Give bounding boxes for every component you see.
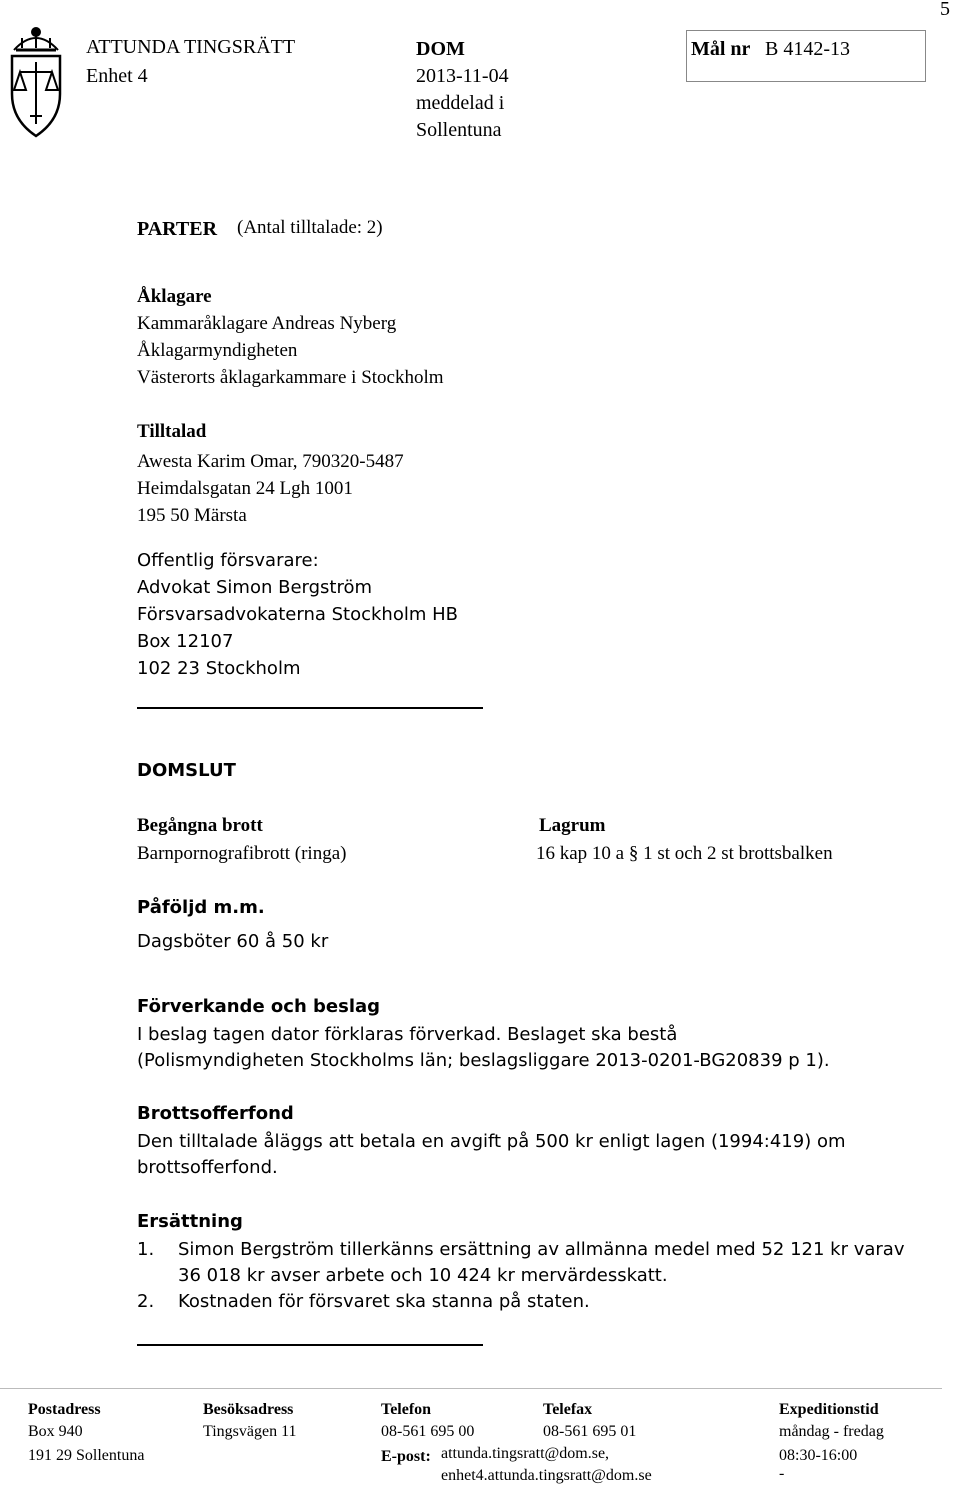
compensation-item-line: 36 018 kr avser arbete och 10 424 kr mervärdesskatt.	[178, 1265, 668, 1286]
law-reference	[536, 840, 833, 867]
defender-line: Box 12107	[137, 631, 234, 652]
defendant-heading: Tilltalad	[137, 421, 207, 442]
coat-of-arms-icon	[0, 20, 72, 150]
defendant-line: Heimdalsgatan 24 Lgh 1001	[137, 478, 353, 499]
email-line[interactable]: enhet4.attunda.tingsratt@dom.se	[441, 1467, 652, 1484]
crime-name: Barnpornografibrott (ringa)	[137, 843, 347, 864]
sanction-text: Dagsböter 60 å 50 kr	[137, 931, 329, 952]
compensation-item-line: Simon Bergström tillerkänns ersättning av allmänna medel med 52 121 kr varav	[178, 1239, 905, 1260]
visit-line: Tingsvägen 11	[203, 1423, 297, 1440]
visit-label: Besöksadress	[203, 1401, 294, 1418]
email-line[interactable]: attunda.tingsratt@dom.se,	[441, 1445, 610, 1462]
parties-heading: PARTER	[137, 218, 218, 240]
defendant-count: (Antal tilltalade: 2)	[237, 217, 383, 238]
verdict-heading: DOMSLUT	[137, 760, 236, 781]
hours-time: 08:30-16:00	[779, 1447, 858, 1464]
forfeit-line: I beslag tagen dator förklaras förverkad. Beslaget ska bestå	[137, 1024, 678, 1045]
fax-value: 08-561 695 01	[543, 1423, 637, 1440]
case-label: Mål nr	[691, 38, 751, 60]
section-divider	[137, 1344, 483, 1346]
fund-line: brottsofferfond.	[137, 1157, 278, 1178]
forfeit-line: (Polismyndigheten Stockholms län; beslagsliggare 2013-0201-BG20839 p 1).	[137, 1050, 830, 1071]
page-number: 5	[940, 0, 950, 20]
compensation-item-number: 1.	[137, 1239, 155, 1260]
fund-heading: Brottsofferfond	[137, 1103, 294, 1124]
fax-label: Telefax	[543, 1401, 593, 1418]
compensation-item-line: Kostnaden för försvaret ska stanna på staten.	[178, 1291, 590, 1312]
defender-line: Advokat Simon Bergström	[137, 577, 373, 598]
law-section-sign: §	[628, 843, 639, 864]
phone-value: 08-561 695 00	[381, 1423, 475, 1440]
defendant-line: Awesta Karim Omar, 790320-5487	[137, 451, 404, 472]
postal-line: Box 940	[28, 1423, 83, 1440]
hours-dash: -	[779, 1465, 785, 1482]
hours-days: måndag - fredag	[779, 1423, 884, 1440]
phone-label: Telefon	[381, 1401, 432, 1418]
prosecutor-line: Kammaråklagare Andreas Nyberg	[137, 313, 397, 334]
defendant-line: 195 50 Märsta	[137, 505, 247, 526]
section-divider	[137, 707, 483, 709]
hours-label: Expeditionstid	[779, 1401, 879, 1418]
defender-line: Försvarsadvokaterna Stockholm HB	[137, 604, 458, 625]
crimes-heading: Begångna brott	[137, 815, 263, 836]
sanction-heading: Påföljd m.m.	[137, 897, 265, 918]
court-name: ATTUNDA TINGSRÄTT	[86, 36, 296, 58]
law-prefix: 16 kap 10 a	[536, 843, 625, 864]
defender-line: 102 23 Stockholm	[137, 658, 301, 679]
court-unit: Enhet 4	[86, 65, 148, 87]
compensation-heading: Ersättning	[137, 1211, 243, 1232]
email-label: E-post:	[381, 1448, 431, 1465]
law-heading: Lagrum	[539, 815, 606, 836]
prosecutor-line: Åklagarmyndigheten	[137, 340, 298, 361]
document-date: 2013-11-04	[416, 65, 509, 87]
case-number: B 4142-13	[765, 38, 850, 60]
law-suffix: 1 st och 2 st brottsbalken	[643, 843, 833, 864]
fund-line: Den tilltalade åläggs att betala en avgift på 500 kr enligt lagen (1994:419) om	[137, 1131, 846, 1152]
prosecutor-line: Västerorts åklagarkammare i Stockholm	[137, 367, 444, 388]
postal-line: 191 29 Sollentuna	[28, 1447, 145, 1464]
issued-label: meddelad i	[416, 92, 505, 114]
compensation-item-number: 2.	[137, 1291, 155, 1312]
forfeit-heading: Förverkande och beslag	[137, 996, 381, 1017]
postal-label: Postadress	[28, 1401, 101, 1418]
issued-place: Sollentuna	[416, 119, 502, 141]
document-type: DOM	[416, 38, 465, 60]
defender-line: Offentlig försvarare:	[137, 550, 319, 571]
prosecutor-heading: Åklagare	[137, 286, 212, 307]
footer-divider	[0, 1388, 942, 1389]
